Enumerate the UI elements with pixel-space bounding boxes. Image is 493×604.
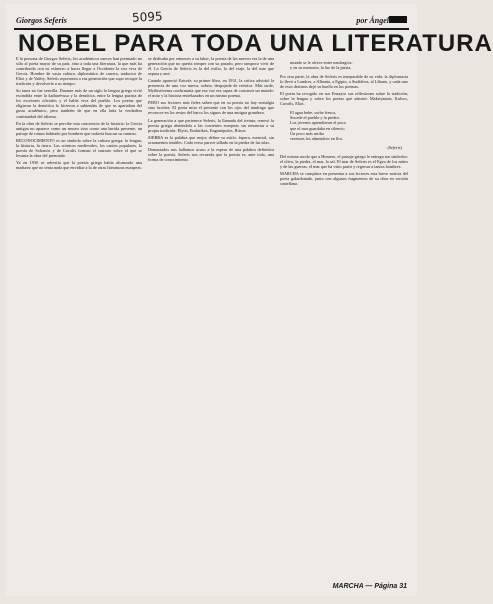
paragraph: MARCHA se complace en presentar a sus lectores esta breve noticia del poeta galardonado, junto con algunos fragmentos de su obra en versión castellana. xyxy=(280,170,408,186)
paragraph: PERO sus lectores más fieles saben que en su poesía no hay nostalgia sino lucidez. El poeta mira el presente con los ojos del náufrago que reconoce en los restos del barco los signos de una antigua grandeza. xyxy=(148,100,274,116)
paragraph: Ya en 1930 se advertía que la poesía griega había alcanzado una madurez que no tenía nada que envidiar a la de otras literaturas europeas. xyxy=(16,159,142,170)
paragraph: SIERRA es la palabra que mejor define su estilo: áspera, esencial, sin ornamentos inútiles. Cada verso parece tallado en la piedra de las islas. xyxy=(148,134,274,145)
paragraph: Cuando apareció Estrofe, su primer libro, en 1931, la crítica advirtió la presencia de una voz nueva, sobria, despojada de retórica. Más tarde, Mythistórema confirmaría que esa voz era capaz de construir un mundo: el mito y la historia entrelazados en un mismo poema. xyxy=(148,78,274,99)
poem-line: El agua bebe, sorbe fresca, xyxy=(290,110,337,116)
article-column-1 xyxy=(16,56,142,574)
poem-line: que el mar guardaba en silencio. xyxy=(290,125,346,131)
paragraph: E la persona de Giorgos Seferis, los académicos suecos han premiado no sólo al poeta mayor de su país, sino a toda una literatura, la que más ha contribuido con su esfuerzo a hacer llegar a Occidente la voz viva de Grecia. Hombre de vasta cultura, diplomático de carrera, traductor de Eliot y de Valéry, Seferis representa a esa generación que supo recoger la tradición y devolverla a su tiempo. xyxy=(16,56,142,87)
poem-signature: (Seferis) xyxy=(387,144,402,150)
newspaper-page xyxy=(6,4,493,596)
page-footer: MARCHA — Página 31 xyxy=(332,583,407,590)
redacted-mark xyxy=(389,16,407,23)
paragraph: Por otra parte, la obra de Seferis es inseparable de su vida: la diplomacia lo llevó a Londres, a Albania, a Egipto, a Sudáfrica, al Líbano, y cada uno de esos destinos dejó su huella en los poemas. xyxy=(280,74,408,90)
paragraph: La generación a que pertenece Seferis, la llamada del treinta, renovó la poesía griega abriéndola a las corrientes europeas sin renunciar a su propia tradición: Elytis, Embirikos, Engonópulos, Ritsos. xyxy=(148,117,274,133)
header-author: Giorgos Seferis xyxy=(16,16,67,25)
paragraph: Del mismo modo que a Homero, el paisaje griego le entrega sus símbolos: el olivo, la piedra, el mar, la sal. El mar de Seferis es el Egeo de los mitos y de las guerras, el mar que ha visto partir y regresar a tantos hombres. xyxy=(280,153,408,169)
paragraph: Su tarea no fue sencilla. Durante más de un siglo la lengua griega vivió escindida entre la katharévusa y la demótica, entre la lengua purista de los escritores oficiales y el habla viva del pueblo. Los poetas que eligieron la demótica lo hicieron a sabiendas de que se apartaban del gusto académico, pero también de que en ella latía la verdadera continuidad del idioma. xyxy=(16,88,142,119)
paragraph: En la obra de Seferis se percibe esta conciencia de la historia: la Grecia antigua no aparece como un museo sino como una herida presente, un paisaje de ruinas habitado por hombres que todavía buscan su camino. xyxy=(16,120,142,136)
article-headline: NOBEL PARA TODA UNA LITERATURA xyxy=(18,30,493,57)
page-header xyxy=(14,9,409,28)
poem-line: y en su memoria, la luz de la patria. xyxy=(290,65,352,71)
article-column-3 xyxy=(280,56,408,586)
poem-excerpt-1 xyxy=(290,60,408,70)
article-column-2 xyxy=(148,56,274,574)
handwritten-reference-number: 5095 xyxy=(131,9,163,25)
poem-line: mundo se le ofrece entre naufragios, xyxy=(290,60,353,65)
poem-line: Los jóvenes aprendieron el poco xyxy=(290,120,346,126)
paragraph: El poeta ha recogido en sus Ensayos sus reflexiones sobre la tradición, sobre la lengua y sobre los poetas que admiró: Makriyannis, Kalvos, Cavafis, Eliot. xyxy=(280,91,408,107)
poem-line: veremos los almendros en flor. xyxy=(290,135,343,141)
paragraph: RECONOCIMIENTO es un símbolo sobre la cultura griega: la lengua, la historia, la tierra. Las crónicas medievales, los cantos populares, la poesía de Solomós y de Cavafis forman el sustrato sobre el que se levanta la obra del premiado. xyxy=(16,137,142,158)
paragraph: se dedicaba por entonces a su labor; la poesía de los nuevos era la de una generación que no quería romper con su pasado, pero tampoco vivir de él. La Grecia de Seferis es la del exilio, la del viaje, la del mar que separa y une. xyxy=(148,56,274,77)
poem-line: Sucede el pueblo y la piedra: xyxy=(290,115,340,121)
header-byline: por Ángel xyxy=(356,16,389,25)
poem-excerpt-2 xyxy=(290,110,408,140)
poem-line: Un poco más arriba xyxy=(290,130,324,136)
paragraph: Demasiados nos hallamos acaso a la espera de una palabra definitiva sobre la poesía. Seferis nos recuerda que la poesía es, ante todo, una forma de conocimiento. xyxy=(148,146,274,162)
